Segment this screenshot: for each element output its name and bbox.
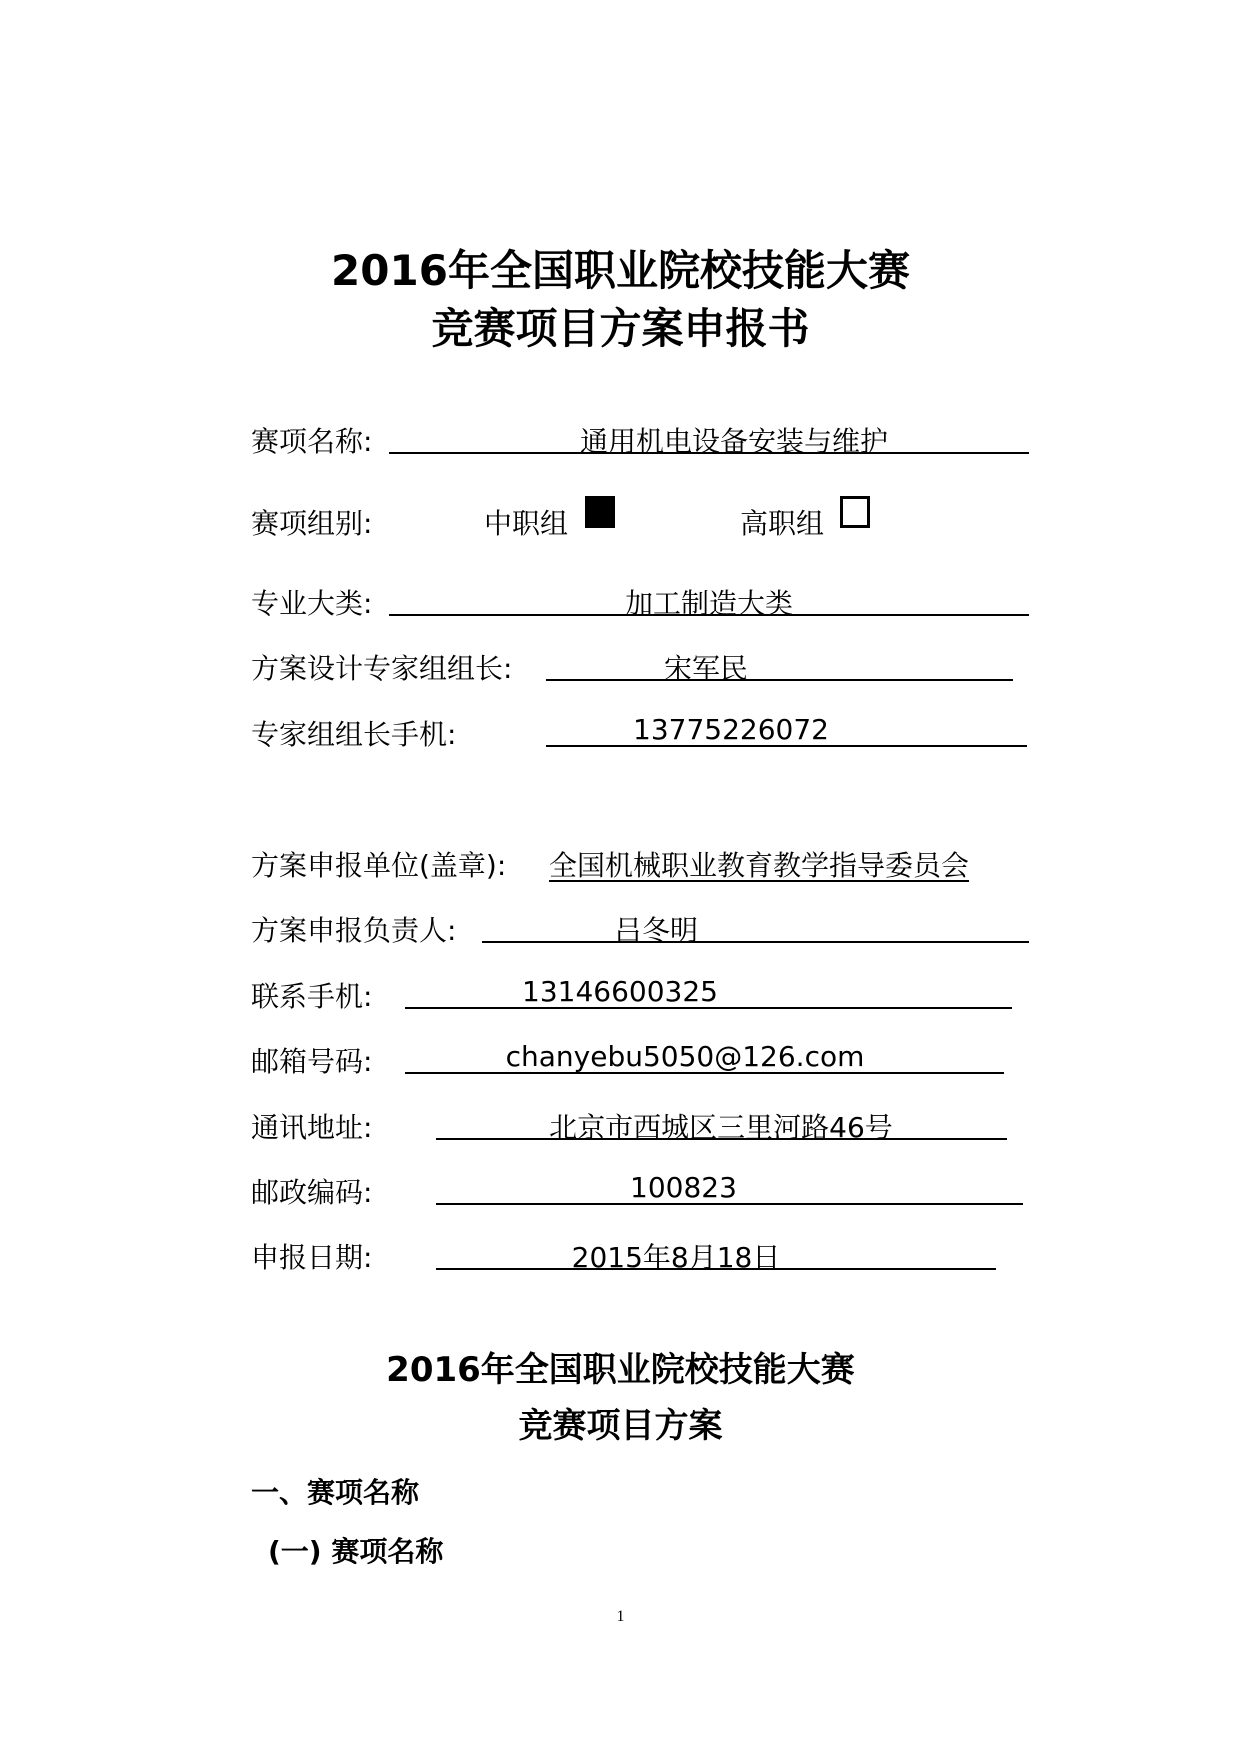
expert-leader-label: 方案设计专家组组长: <box>251 652 513 685</box>
cover-title-line2: 竞赛项目方案申报书 <box>431 304 810 353</box>
postal-code-value: 100823 <box>630 1171 737 1204</box>
expert-phone-label: 专家组组长手机: <box>251 718 457 751</box>
event-name-value: 通用机电设备安装与维护 <box>579 425 888 458</box>
group-higher-checkbox[interactable] <box>840 496 870 528</box>
group-secondary-checkbox[interactable] <box>585 496 615 528</box>
postal-code-label: 邮政编码: <box>251 1176 373 1209</box>
email-label: 邮箱号码: <box>251 1045 373 1078</box>
contact-phone-label: 联系手机: <box>251 980 373 1013</box>
event-group-label: 赛项组别: <box>251 507 373 540</box>
page-number: 1 <box>616 1608 625 1625</box>
address-label: 通讯地址: <box>251 1111 373 1144</box>
section-heading-1: 一、赛项名称 <box>251 1476 420 1509</box>
applicant-unit-label: 方案申报单位(盖章): <box>251 849 507 882</box>
subsection-heading-1: (一) 赛项名称 <box>268 1535 444 1568</box>
responsible-person-label: 方案申报负责人: <box>251 914 457 947</box>
contact-phone-value: 13146600325 <box>522 975 718 1008</box>
group-option-higher-label: 高职组 <box>740 507 825 540</box>
group-option-secondary-label: 中职组 <box>484 507 569 540</box>
event-name-label: 赛项名称: <box>251 425 373 458</box>
major-category-label: 专业大类: <box>251 587 373 620</box>
expert-phone-value: 13775226072 <box>633 713 829 746</box>
applicant-unit-value: 全国机械职业教育教学指导委员会 <box>549 849 970 882</box>
responsible-person-value: 吕冬明 <box>613 914 698 947</box>
date-label: 申报日期: <box>251 1241 373 1274</box>
expert-leader-value: 宋军民 <box>663 652 748 685</box>
plan-title-line1: 2016年全国职业院校技能大赛 <box>386 1350 855 1390</box>
major-category-value: 加工制造大类 <box>624 587 793 620</box>
date-value: 2015年8月18日 <box>571 1241 781 1274</box>
address-value: 北京市西城区三里河路46号 <box>549 1111 893 1144</box>
email-value: chanyebu5050@126.com <box>505 1040 865 1073</box>
cover-title-line1: 2016年全国职业院校技能大赛 <box>331 246 910 295</box>
plan-title-line2: 竞赛项目方案 <box>518 1406 723 1446</box>
